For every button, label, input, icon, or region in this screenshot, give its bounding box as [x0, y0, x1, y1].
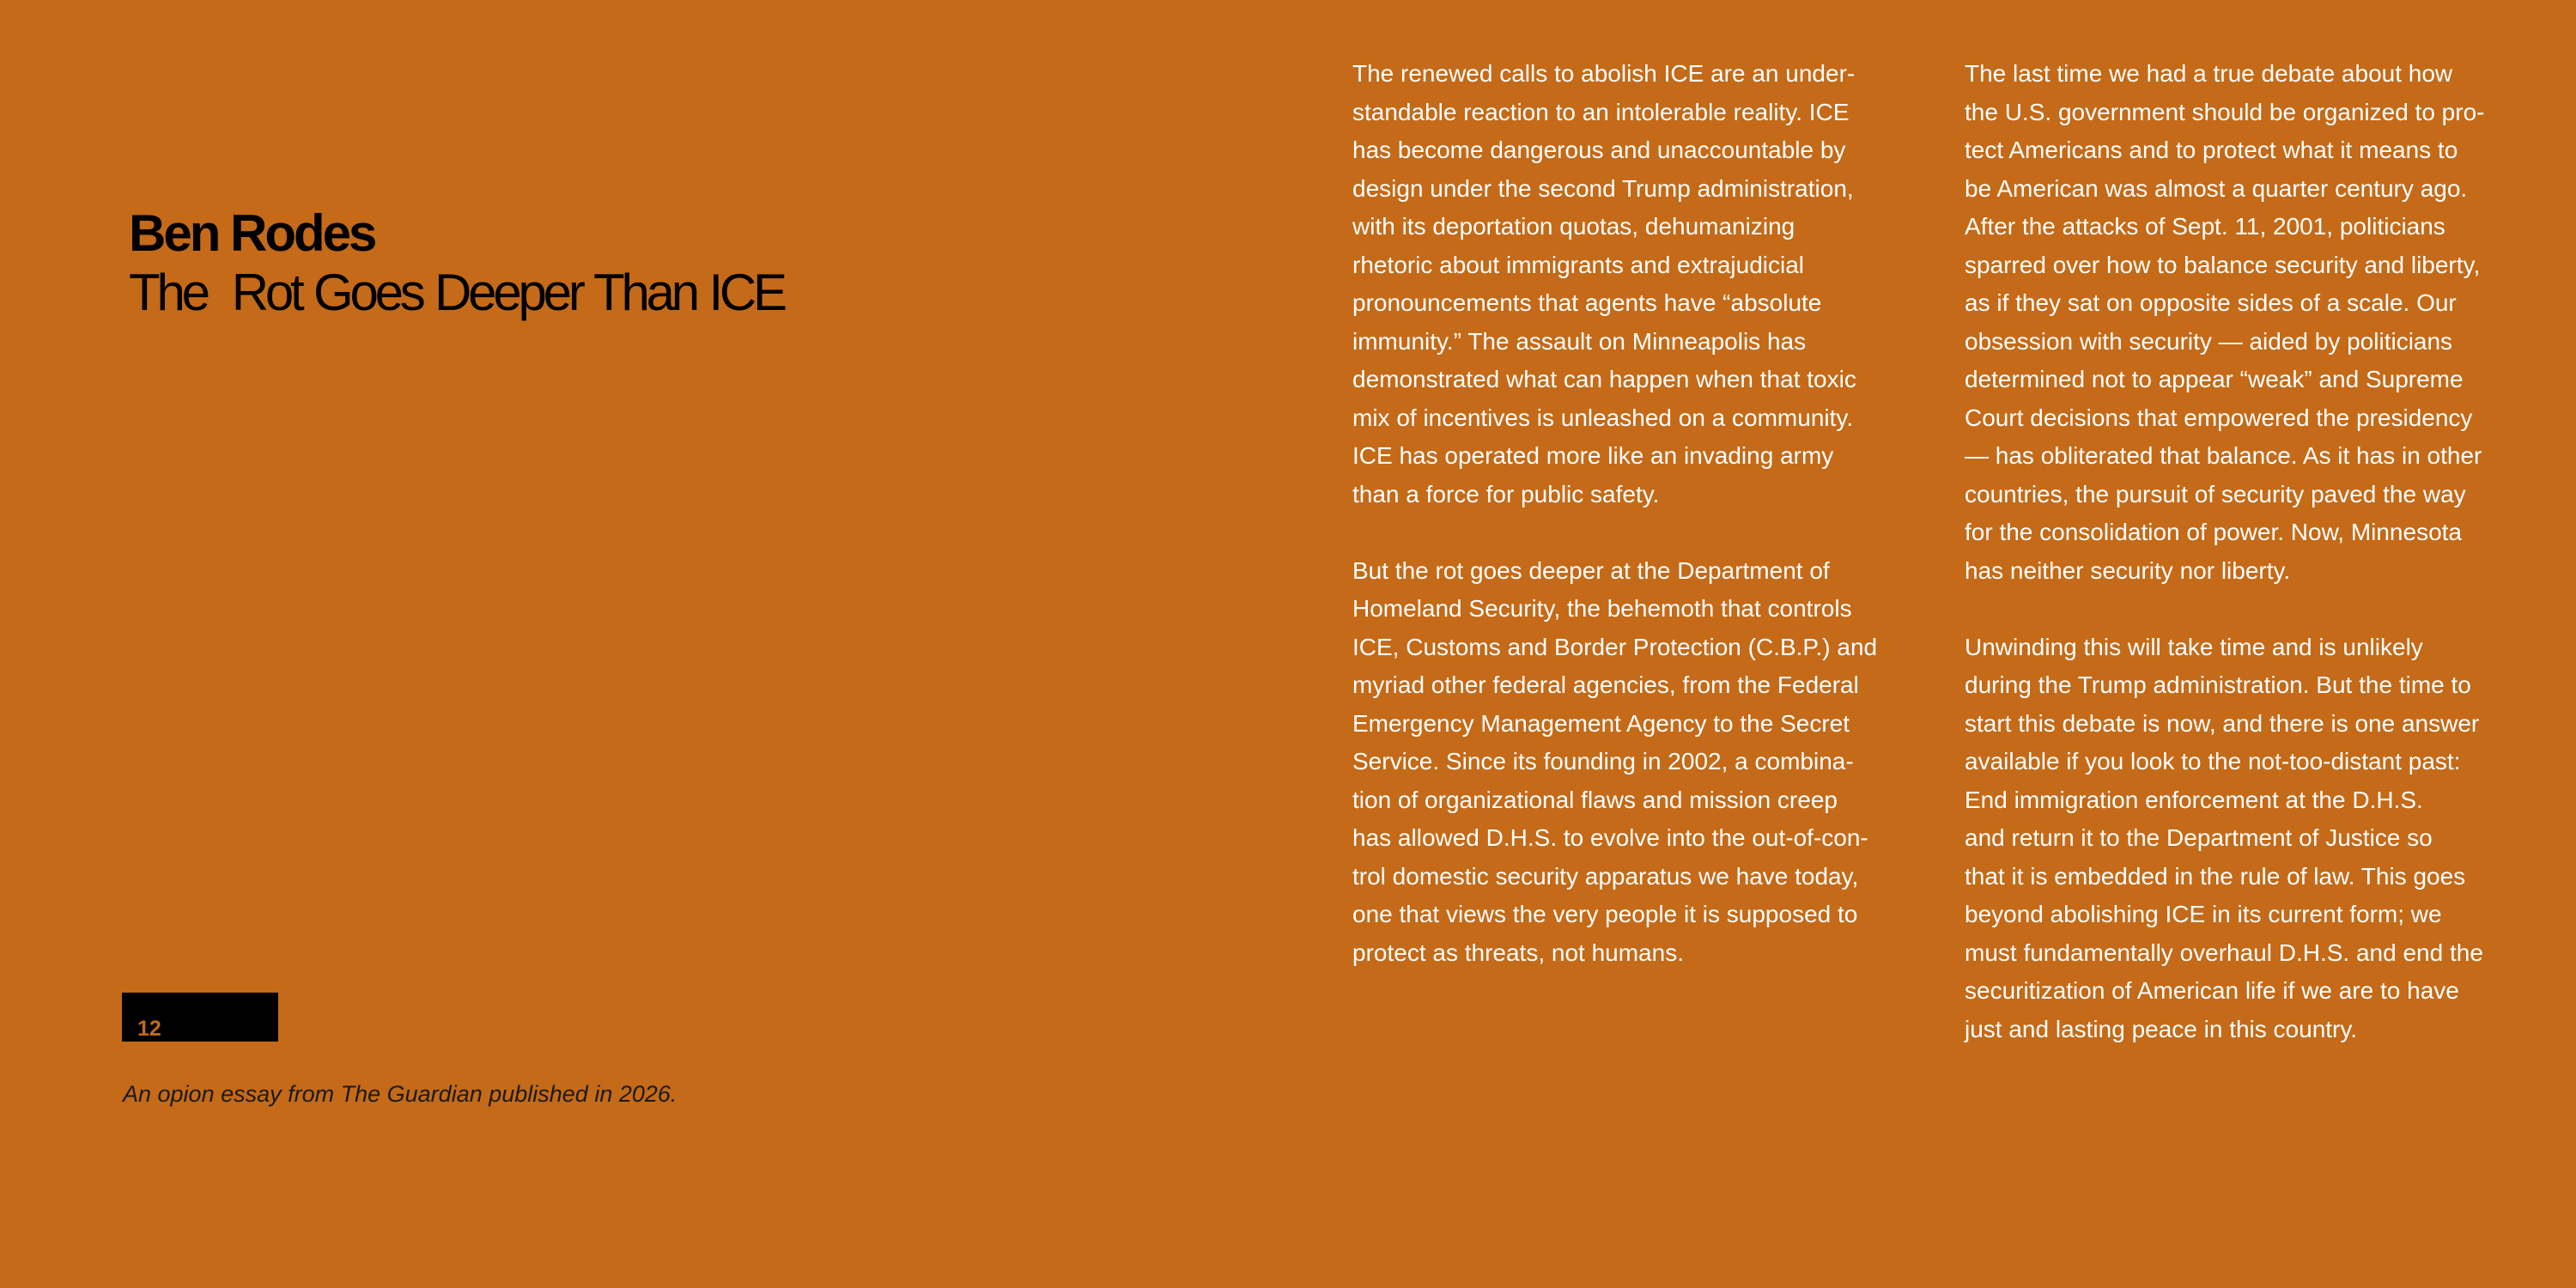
text-line: Homeland Security, the behemoth that controls [1352, 595, 1852, 622]
body-paragraph [1965, 55, 2531, 590]
text-line: has neither security nor liberty. [1965, 556, 2291, 584]
text-line: Service. Since its founding in 2002, a combina- [1352, 748, 1854, 775]
text-line: one that views the very people it is supposed to [1352, 901, 1858, 927]
text-line: determined not to appear “weak” and Supreme [1965, 366, 2464, 392]
body-paragraph [1352, 552, 1919, 973]
text-line: beyond abolishing ICE in its current form; we [1965, 901, 2442, 927]
text-line: tion of organizational flaws and mission creep [1352, 786, 1838, 813]
text-line: sparred over how to balance security and liberty, [1965, 251, 2481, 278]
text-line: has become dangerous and unaccountable by [1352, 137, 1846, 163]
text-line: for the consolidation of power. Now, Minnesota [1965, 519, 2463, 545]
text-line: standable reaction to an intolerable reality. ICE [1352, 98, 1850, 125]
text-line: and return it to the Department of Justice so [1965, 824, 2433, 851]
text-line: has allowed D.H.S. to evolve into the out-of-con- [1352, 824, 1868, 851]
text-line: ICE has operated more like an invading army [1352, 442, 1834, 469]
text-line: rhetoric about immigrants and extrajudicial [1352, 251, 1805, 278]
text-line: Emergency Management Agency to the Secret [1352, 709, 1850, 737]
text-line: Unwinding this will take time and is unlikely [1965, 633, 2423, 660]
text-line: countries, the pursuit of security paved the way [1965, 480, 2466, 507]
text-line: design under the second Trump administration, [1352, 174, 1854, 202]
text-line: myriad other federal agencies, from the Federal [1352, 671, 1859, 698]
body-column-left [1352, 55, 1919, 1011]
text-line: just and lasting peace in this country. [1965, 1015, 2358, 1042]
body-paragraph [1352, 55, 1919, 513]
text-line: protect as threats, not humans. [1352, 939, 1684, 966]
text-line: obsession with security — aided by politicians [1965, 327, 2453, 355]
text-line: mix of incentives is unleashed on a community. [1352, 404, 1854, 431]
article-caption: An opion essay from The Guardian published in 2026. [123, 1081, 677, 1107]
text-line: demonstrated what can happen when that toxic [1352, 366, 1856, 392]
text-line: After the attacks of Sept. 11, 2001, politicians [1965, 213, 2445, 240]
text-line: must fundamentally overhaul D.H.S. and end the [1965, 939, 2483, 966]
text-line: that it is embedded in the rule of law. This goes [1965, 862, 2466, 890]
article-title: The Rot Goes Deeper Than ICE [129, 264, 784, 321]
text-line: — has obliterated that balance. As it has in other [1965, 442, 2482, 469]
text-line: tect Americans and to protect what it means to [1965, 137, 2458, 163]
text-line: securitization of American life if we are to have [1965, 977, 2459, 1004]
page-number-block [122, 993, 278, 1042]
text-line: than a force for public safety. [1352, 480, 1660, 507]
text-line: be American was almost a quarter century ago. [1965, 174, 2468, 202]
text-line: But the rot goes deeper at the Department of [1352, 556, 1830, 584]
text-line: The last time we had a true debate about how [1965, 60, 2453, 87]
text-line: pronouncements that agents have “absolute [1352, 289, 1822, 316]
author-name: Ben Rodes [129, 204, 375, 262]
text-line: the U.S. government should be organized to pro- [1965, 98, 2485, 125]
body-column-right [1965, 55, 2531, 1087]
text-line: The renewed calls to abolish ICE are an under- [1352, 60, 1856, 87]
text-line: trol domestic security apparatus we have today, [1352, 862, 1859, 890]
text-line: Court decisions that empowered the presidency [1965, 404, 2473, 431]
text-line: start this debate is now, and there is one answer [1965, 709, 2480, 737]
text-line: immunity.” The assault on Minneapolis has [1352, 327, 1807, 355]
text-line: during the Trump administration. But the time to [1965, 671, 2471, 698]
page-number: 12 [137, 1017, 161, 1041]
text-line: End immigration enforcement at the D.H.S. [1965, 786, 2423, 813]
text-line: ICE, Customs and Border Protection (C.B.P.) and [1352, 633, 1878, 660]
text-line: with its deportation quotas, dehumanizing [1352, 213, 1795, 240]
text-line: available if you look to the not-too-distant past: [1965, 748, 2461, 775]
text-line: as if they sat on opposite sides of a scale. Our [1965, 289, 2457, 316]
body-paragraph [1965, 629, 2531, 1049]
